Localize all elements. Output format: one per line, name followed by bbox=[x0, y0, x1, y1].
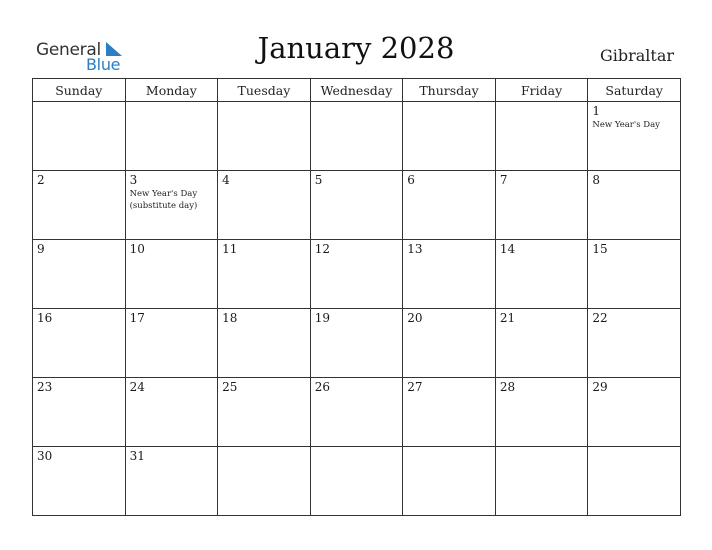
day-number: 1 bbox=[592, 104, 601, 118]
day-cell bbox=[33, 378, 126, 447]
logo-text-general: General bbox=[36, 40, 101, 60]
day-number: 4 bbox=[222, 173, 230, 187]
day-number: 30 bbox=[37, 449, 53, 463]
day-cell bbox=[310, 171, 403, 240]
day-cell bbox=[33, 171, 126, 240]
day-cell bbox=[495, 378, 588, 447]
day-number: 22 bbox=[592, 311, 608, 325]
day-number: 10 bbox=[129, 242, 145, 256]
day-cell bbox=[125, 309, 218, 378]
weekday-header: Friday bbox=[495, 79, 588, 102]
day-cell bbox=[310, 102, 403, 171]
day-cell bbox=[310, 378, 403, 447]
day-cell bbox=[218, 447, 311, 516]
day-cell bbox=[218, 102, 311, 171]
day-cell bbox=[310, 309, 403, 378]
weekday-header: Sunday bbox=[33, 79, 126, 102]
day-cell bbox=[33, 309, 126, 378]
day-number: 27 bbox=[407, 380, 423, 394]
day-cell bbox=[495, 171, 588, 240]
day-cell bbox=[588, 309, 681, 378]
day-cell bbox=[495, 309, 588, 378]
day-number: 24 bbox=[129, 380, 145, 394]
day-cell bbox=[403, 447, 496, 516]
weekday-header: Wednesday bbox=[310, 79, 403, 102]
day-cell bbox=[218, 309, 311, 378]
day-cell bbox=[218, 240, 311, 309]
day-number: 12 bbox=[314, 242, 330, 256]
week-row bbox=[33, 378, 681, 447]
day-number: 2 bbox=[37, 173, 45, 187]
day-cell bbox=[403, 102, 496, 171]
day-number: 7 bbox=[499, 173, 508, 187]
day-cell bbox=[403, 378, 496, 447]
day-cell bbox=[310, 447, 403, 516]
day-cell bbox=[125, 447, 218, 516]
day-number: 14 bbox=[499, 242, 516, 256]
day-number: 25 bbox=[222, 380, 238, 394]
day-cell bbox=[403, 309, 496, 378]
day-cell bbox=[495, 102, 588, 171]
day-number: 8 bbox=[592, 173, 601, 187]
weekday-header: Saturday bbox=[588, 79, 681, 102]
day-cell bbox=[33, 240, 126, 309]
page-title: January 2028 bbox=[257, 31, 455, 65]
day-cell bbox=[33, 102, 126, 171]
day-number: 18 bbox=[222, 311, 238, 325]
day-cell bbox=[125, 378, 218, 447]
day-number: 17 bbox=[129, 311, 145, 325]
day-cell bbox=[495, 447, 588, 516]
day-number: 6 bbox=[407, 173, 415, 187]
day-number: 20 bbox=[407, 311, 423, 325]
holiday-label: New Year's Day (substitute day) bbox=[129, 189, 198, 211]
weekday-header: Tuesday bbox=[218, 79, 311, 102]
day-cell bbox=[588, 240, 681, 309]
day-cell bbox=[218, 171, 311, 240]
day-number: 9 bbox=[37, 242, 45, 256]
day-cell bbox=[588, 447, 681, 516]
week-row bbox=[33, 240, 681, 309]
week-row bbox=[33, 447, 681, 516]
day-cell bbox=[125, 240, 218, 309]
week-row bbox=[33, 171, 681, 240]
day-cell bbox=[588, 378, 681, 447]
day-number: 15 bbox=[592, 242, 608, 256]
day-number: 19 bbox=[314, 311, 330, 325]
week-row bbox=[33, 309, 681, 378]
weekday-header: Thursday bbox=[403, 79, 496, 102]
day-number: 16 bbox=[37, 311, 53, 325]
day-number: 26 bbox=[314, 380, 330, 394]
day-cell bbox=[33, 447, 126, 516]
weekday-header: Monday bbox=[125, 79, 218, 102]
region-label: Gibraltar bbox=[599, 46, 674, 65]
calendar-grid bbox=[32, 78, 681, 516]
day-number: 5 bbox=[314, 173, 323, 187]
day-number: 28 bbox=[499, 380, 516, 394]
holiday-label: New Year's Day bbox=[592, 120, 660, 130]
day-number: 29 bbox=[592, 380, 608, 394]
day-cell bbox=[495, 240, 588, 309]
day-cell bbox=[588, 102, 681, 171]
day-number: 11 bbox=[222, 242, 238, 256]
day-cell bbox=[403, 240, 496, 309]
day-cell bbox=[125, 102, 218, 171]
day-number: 13 bbox=[407, 242, 423, 256]
day-cell bbox=[125, 171, 218, 240]
logo-text-blue: Blue bbox=[86, 55, 121, 74]
day-cell bbox=[218, 378, 311, 447]
day-number: 23 bbox=[37, 380, 53, 394]
day-number: 21 bbox=[499, 311, 516, 325]
day-cell bbox=[310, 240, 403, 309]
day-cell bbox=[588, 171, 681, 240]
day-number: 31 bbox=[129, 449, 145, 463]
day-number: 3 bbox=[129, 173, 138, 187]
weekday-header-row bbox=[33, 79, 681, 102]
week-row bbox=[33, 102, 681, 171]
day-cell bbox=[403, 171, 496, 240]
